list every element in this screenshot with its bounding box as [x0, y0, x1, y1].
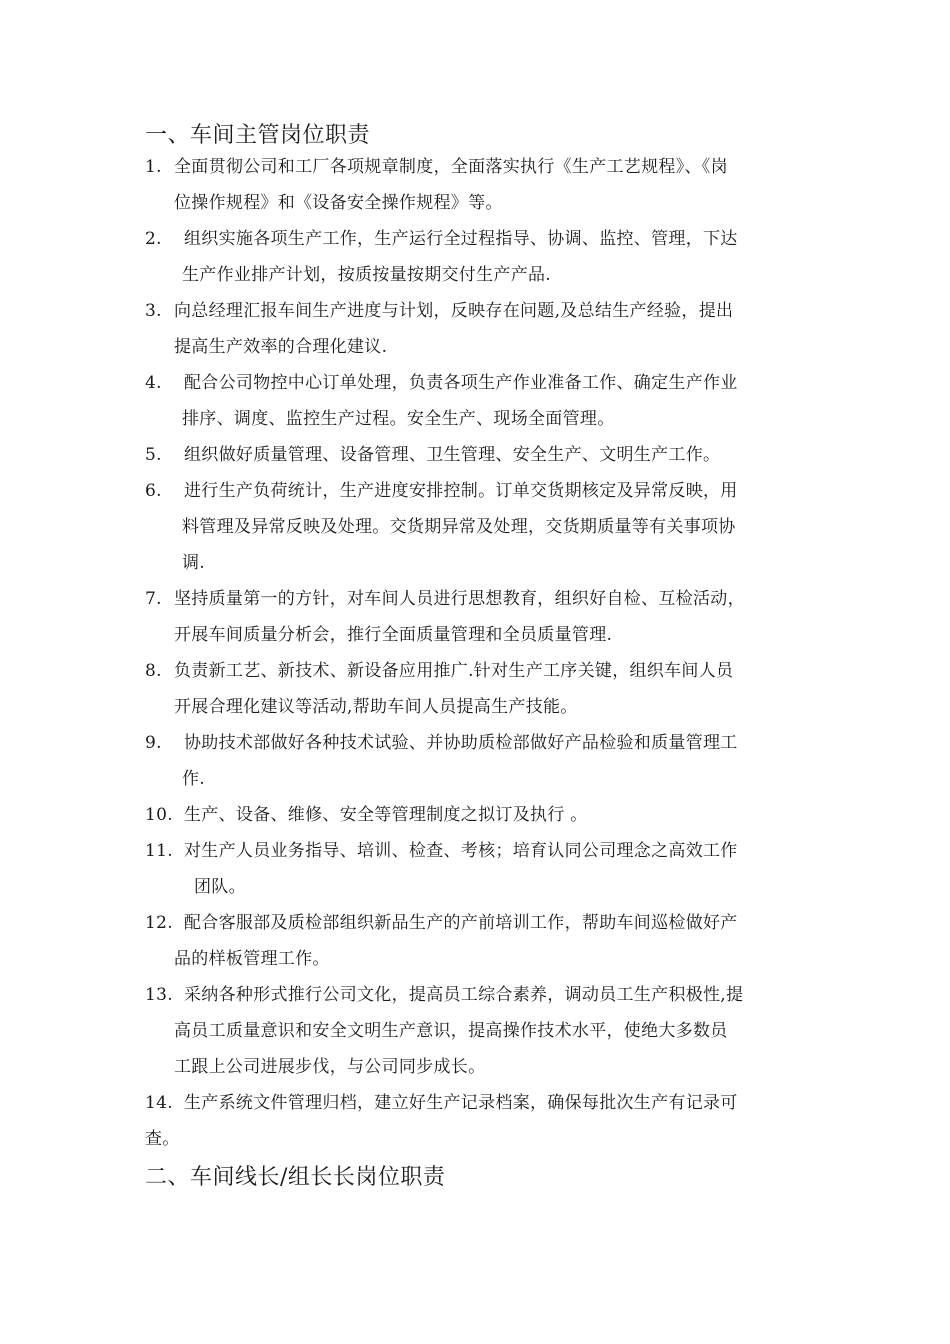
duty-item — [145, 905, 813, 977]
duty-item-number: 7. — [145, 589, 162, 609]
duty-list — [145, 149, 813, 1157]
duty-item-text: 坚持质量第一的方针，对车间人员进行思想教育，组织好自检、互检活动， — [174, 589, 745, 609]
duty-item — [145, 725, 813, 797]
section-1-title: 一、车间主管岗位职责 — [145, 123, 371, 148]
duty-item-number: 1. — [145, 157, 162, 177]
duty-item-text: 品的样板管理工作。 — [174, 949, 330, 969]
duty-item-text: 配合公司物控中心订单处理，负责各项生产作业准备工作、确定生产作业 — [184, 373, 738, 393]
duty-item-text: 对生产人员业务指导、培训、检查、考核；培育认同公司理念之高效工作 — [184, 841, 738, 861]
duty-item-number: 12. — [145, 913, 173, 933]
duty-item-text: 排序、调度、监控生产过程。安全生产、现场全面管理。 — [182, 409, 615, 429]
duty-item — [145, 221, 813, 293]
duty-item-number: 6. — [145, 481, 162, 501]
duty-item — [145, 833, 813, 905]
duty-item-text: 全面贯彻公司和工厂各项规章制度，全面落实执行《生产工艺规程》、《岗 — [174, 157, 728, 177]
section-2-title: 二、车间线长/组长长岗位职责 — [145, 1165, 446, 1190]
duty-item-text: 生产、设备、维修、安全等管理制度之拟订及执行 。 — [184, 805, 588, 825]
duty-item-text: 作. — [182, 769, 206, 789]
duty-item-text: 工跟上公司进展步伐，与公司同步成长。 — [174, 1057, 486, 1077]
duty-item — [145, 293, 813, 365]
duty-item — [145, 149, 813, 221]
duty-item-text: 采纳各种形式推行公司文化，提高员工综合素养，调动员工生产积极性,提 — [184, 985, 744, 1005]
duty-item-text: 负责新工艺、新技术、新设备应用推广.针对生产工序关键，组织车间人员 — [174, 661, 734, 681]
duty-item-number: 11. — [145, 841, 173, 861]
duty-item — [145, 797, 813, 833]
duty-item-number: 2. — [145, 229, 162, 249]
duty-item-text: 生产系统文件管理归档，建立好生产记录档案，确保每批次生产有记录可 — [184, 1093, 738, 1113]
duty-item-number: 8. — [145, 661, 162, 681]
duty-item — [145, 653, 813, 725]
duty-item-number: 14. — [145, 1093, 173, 1113]
duty-item-number: 5. — [145, 445, 162, 465]
duty-item-text: 组织实施各项生产工作，生产运行全过程指导、协调、监控、管理，下达 — [184, 229, 738, 249]
duty-item-text: 位操作规程》和《设备安全操作规程》等。 — [174, 193, 503, 213]
duty-item-number: 9. — [145, 733, 162, 753]
duty-item — [145, 581, 813, 653]
duty-item-text: 团队。 — [194, 877, 246, 897]
duty-item-text: 查。 — [145, 1129, 180, 1149]
duty-item-text: 进行生产负荷统计，生产进度安排控制。订单交货期核定及异常反映，用 — [184, 481, 738, 501]
duty-item-text: 协助技术部做好各种技术试验、并协助质检部做好产品检验和质量管理工 — [184, 733, 738, 753]
duty-item-text: 调. — [182, 553, 206, 573]
duty-item-text: 向总经理汇报车间生产进度与计划，反映存在问题,及总结生产经验，提出 — [174, 301, 734, 321]
duty-item-text: 生产作业排产计划，按质按量按期交付生产产品. — [182, 265, 552, 285]
duty-item-text: 高员工质量意识和安全文明生产意识，提高操作技术水平，使绝大多数员 — [174, 1021, 728, 1041]
duty-item-text: 料管理及异常反映及处理。交货期异常及处理，交货期质量等有关事项协 — [182, 517, 736, 537]
duty-item-text: 开展合理化建议等活动,帮助车间人员提高生产技能。 — [174, 697, 578, 717]
duty-item-number: 13. — [145, 985, 173, 1005]
duty-item-text: 提高生产效率的合理化建议. — [174, 337, 388, 357]
duty-item — [145, 1085, 813, 1157]
duty-item — [145, 977, 813, 1085]
duty-item-text: 组织做好质量管理、设备管理、卫生管理、安全生产、文明生产工作。 — [184, 445, 721, 465]
duty-item-number: 10. — [145, 805, 173, 825]
duty-item-text: 配合客服部及质检部组织新品生产的产前培训工作，帮助车间巡检做好产 — [184, 913, 738, 933]
duty-item-number: 3. — [145, 301, 162, 321]
duty-item — [145, 473, 813, 581]
duty-item-text: 开展车间质量分析会，推行全面质量管理和全员质量管理. — [174, 625, 613, 645]
duty-item — [145, 365, 813, 437]
duty-item-number: 4. — [145, 373, 162, 393]
duty-item — [145, 437, 813, 473]
